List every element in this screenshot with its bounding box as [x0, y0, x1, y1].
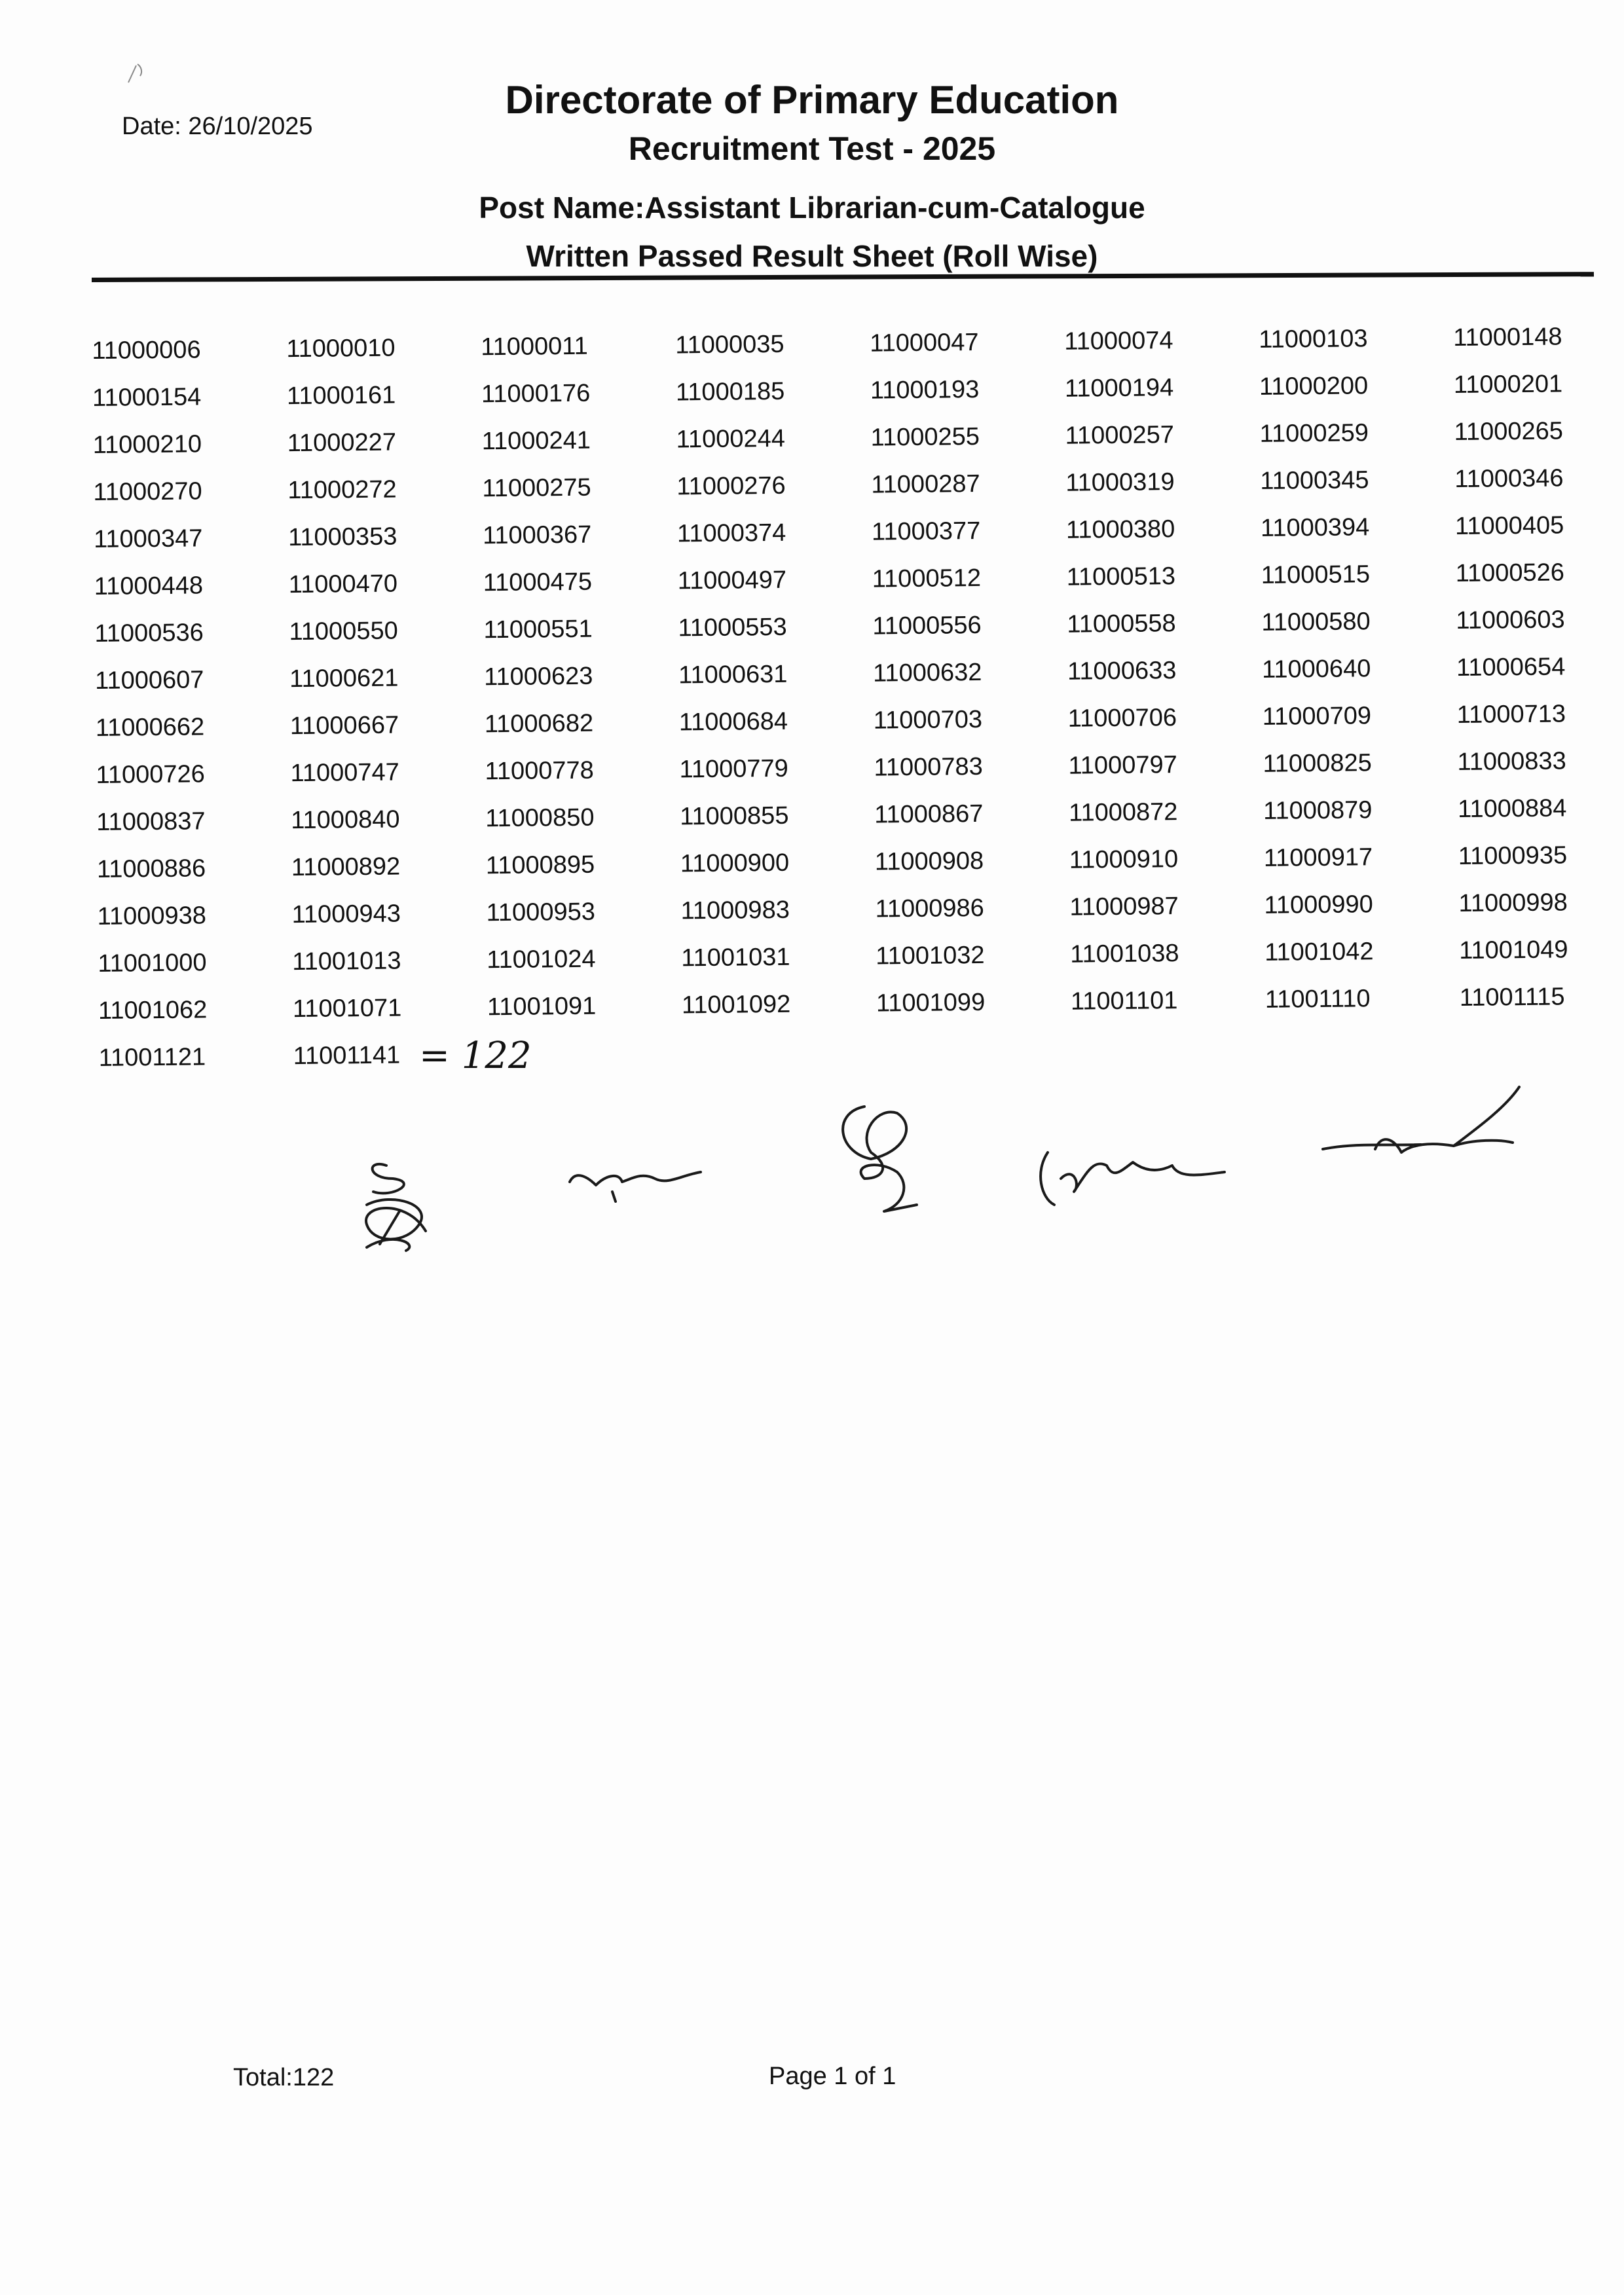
roll-number: 11000270	[93, 477, 202, 506]
roll-number: 11000833	[1457, 747, 1566, 777]
roll-number: 11000986	[875, 894, 985, 923]
roll-number: 11000556	[872, 611, 982, 640]
roll-number: 11000513	[1066, 562, 1176, 591]
roll-number: 11000910	[1069, 845, 1179, 874]
roll-number: 11000319	[1065, 468, 1175, 497]
page-title: Directorate of Primary Education	[505, 78, 1119, 122]
roll-number: 11000706	[1067, 704, 1177, 733]
roll-number: 11000879	[1263, 796, 1373, 825]
roll-number: 11000900	[680, 849, 790, 878]
roll-number: 11000241	[481, 426, 591, 456]
signature-3	[843, 1107, 917, 1211]
roll-number: 11000470	[288, 570, 398, 599]
roll-number: 11000176	[481, 379, 591, 409]
roll-number: 11001013	[292, 947, 401, 976]
roll-number: 11000747	[290, 758, 399, 788]
roll-number: 11000895	[485, 851, 595, 880]
handwritten-count: = 122	[419, 1035, 532, 1077]
roll-number: 11000257	[1065, 421, 1175, 450]
roll-number: 11001099	[876, 988, 986, 1018]
roll-number: 11000259	[1259, 419, 1369, 448]
roll-number: 11000908	[874, 847, 984, 876]
post-name-line	[0, 190, 1624, 225]
roll-number: 11000210	[92, 430, 202, 459]
page-number: Page 1 of 1	[769, 2063, 896, 2090]
roll-number: 11000558	[1067, 610, 1176, 638]
post-name-value: Assistant Librarian-cum-Catalogue	[644, 191, 1145, 225]
roll-number: 11000255	[870, 422, 980, 452]
roll-number: 11000783	[874, 752, 983, 782]
roll-number: 11000011	[481, 332, 588, 361]
roll-number: 11001042	[1264, 938, 1374, 966]
roll-number: 11000512	[872, 564, 982, 593]
roll-number: 11000347	[93, 524, 203, 553]
roll-number: 11001000	[98, 949, 207, 978]
roll-number: 11000990	[1264, 890, 1374, 919]
roll-number: 11000662	[95, 713, 205, 742]
roll-number: 11000631	[678, 660, 788, 689]
roll-number: 11000265	[1454, 417, 1564, 447]
roll-number: 11000550	[289, 617, 398, 646]
roll-number: 11000536	[94, 619, 204, 648]
roll-number: 11001141	[293, 1041, 401, 1071]
roll-number: 11000825	[1263, 749, 1372, 778]
roll-number: 11001121	[98, 1043, 206, 1072]
roll-number: 11000161	[286, 381, 396, 411]
signature-5	[1323, 1087, 1519, 1152]
roll-number: 11000244	[676, 424, 786, 454]
roll-number: 11000394	[1260, 513, 1370, 542]
roll-number: 11000047	[870, 328, 979, 358]
roll-number: 11000603	[1456, 606, 1565, 635]
roll-number: 11000448	[94, 572, 204, 600]
roll-number: 11000551	[483, 615, 593, 644]
roll-number: 11000103	[1259, 325, 1368, 354]
roll-number: 11000227	[287, 428, 397, 458]
roll-number: 11000779	[679, 754, 788, 784]
roll-number: 11001049	[1459, 936, 1568, 964]
roll-number: 11000726	[96, 760, 206, 789]
roll-number: 11001031	[681, 943, 790, 972]
sheet-title: Written Passed Result Sheet (Roll Wise)	[526, 239, 1098, 273]
roll-number: 11000380	[1065, 515, 1175, 544]
roll-number: 11000006	[92, 336, 201, 365]
roll-number: 11000367	[482, 521, 592, 550]
roll-number: 11000987	[1069, 892, 1179, 921]
roll-number: 11001092	[681, 990, 791, 1019]
roll-number: 11000935	[1458, 841, 1568, 871]
roll-number: 11000405	[1454, 511, 1564, 541]
roll-number: 11000526	[1455, 559, 1565, 588]
roll-number: 11000272	[287, 475, 397, 505]
page-subtitle: Recruitment Test - 2025	[628, 130, 996, 167]
roll-number: 11000797	[1068, 751, 1177, 780]
roll-number: 11000633	[1067, 657, 1177, 686]
roll-number: 11000275	[482, 473, 591, 503]
roll-number: 11000353	[287, 523, 397, 552]
roll-number: 11000654	[1456, 653, 1566, 682]
roll-number: 11001071	[292, 994, 402, 1023]
roll-number: 11000667	[289, 711, 399, 741]
document-date: Date: 26/10/2025	[122, 113, 313, 140]
roll-number: 11001032	[876, 941, 985, 970]
roll-number: 11000684	[678, 707, 788, 737]
roll-number: 11000713	[1456, 700, 1566, 729]
roll-number: 11000892	[291, 853, 401, 882]
roll-number: 11000475	[483, 568, 593, 597]
signature-2	[570, 1172, 701, 1202]
roll-number: 11000497	[677, 566, 787, 595]
roll-number: 11000035	[675, 330, 784, 359]
roll-number: 11000778	[485, 756, 594, 786]
roll-number: 11000998	[1458, 889, 1568, 918]
post-name-label: Post Name:	[479, 191, 645, 225]
roll-number: 11000867	[874, 799, 984, 829]
signature-4	[1041, 1152, 1225, 1205]
roll-number: 11001091	[487, 992, 597, 1021]
roll-number: 11000621	[289, 664, 399, 693]
roll-number: 11000377	[871, 517, 981, 546]
roll-number: 11000840	[291, 805, 400, 835]
roll-number: 11000553	[678, 613, 787, 642]
roll-number: 11000855	[680, 801, 789, 831]
roll-number: 11001062	[98, 996, 208, 1025]
roll-number: 11000709	[1262, 702, 1372, 731]
roll-number: 11000200	[1259, 372, 1369, 401]
roll-number: 11000872	[1068, 798, 1178, 827]
signature-1	[366, 1164, 426, 1251]
roll-number: 11001024	[487, 945, 596, 974]
roll-number: 11000287	[871, 469, 980, 499]
roll-number: 11000983	[680, 896, 790, 925]
roll-number: 11000886	[96, 854, 206, 883]
roll-number: 11000632	[872, 658, 982, 688]
footer-total: Total:122	[233, 2064, 335, 2091]
roll-number: 11000837	[96, 807, 206, 836]
roll-number: 11000607	[94, 666, 204, 695]
roll-number: 11001038	[1070, 940, 1179, 968]
roll-number: 11000943	[291, 900, 401, 929]
roll-number: 11000185	[675, 377, 785, 407]
roll-number: 11000154	[92, 383, 202, 412]
roll-number: 11001110	[1264, 985, 1371, 1014]
roll-number: 11000276	[676, 471, 786, 501]
roll-number: 11000201	[1453, 370, 1563, 399]
roll-number: 11000850	[485, 803, 595, 833]
roll-number: 11000148	[1453, 323, 1562, 352]
roll-number: 11000193	[870, 375, 980, 405]
roll-number: 11001115	[1459, 983, 1565, 1012]
roll-number: 11000346	[1454, 464, 1564, 494]
roll-number-grid	[92, 313, 1605, 1082]
roll-number: 11000345	[1260, 466, 1369, 495]
roll-number: 11000010	[286, 334, 396, 363]
roll-number: 11000580	[1261, 608, 1371, 636]
roll-number: 11000703	[873, 705, 983, 735]
roll-number: 11000374	[676, 519, 786, 548]
roll-number: 11000515	[1261, 560, 1371, 589]
roll-number: 11000623	[483, 662, 593, 691]
roll-number: 11000938	[97, 902, 207, 930]
roll-number: 11000682	[484, 709, 594, 739]
roll-number: 11000953	[486, 898, 596, 927]
roll-number: 11000640	[1261, 655, 1371, 684]
roll-number: 11000194	[1064, 374, 1174, 403]
roll-number: 11001101	[1070, 987, 1178, 1016]
roll-number: 11000884	[1457, 794, 1567, 824]
roll-number: 11000917	[1263, 843, 1373, 872]
roll-number: 11000074	[1064, 327, 1173, 356]
